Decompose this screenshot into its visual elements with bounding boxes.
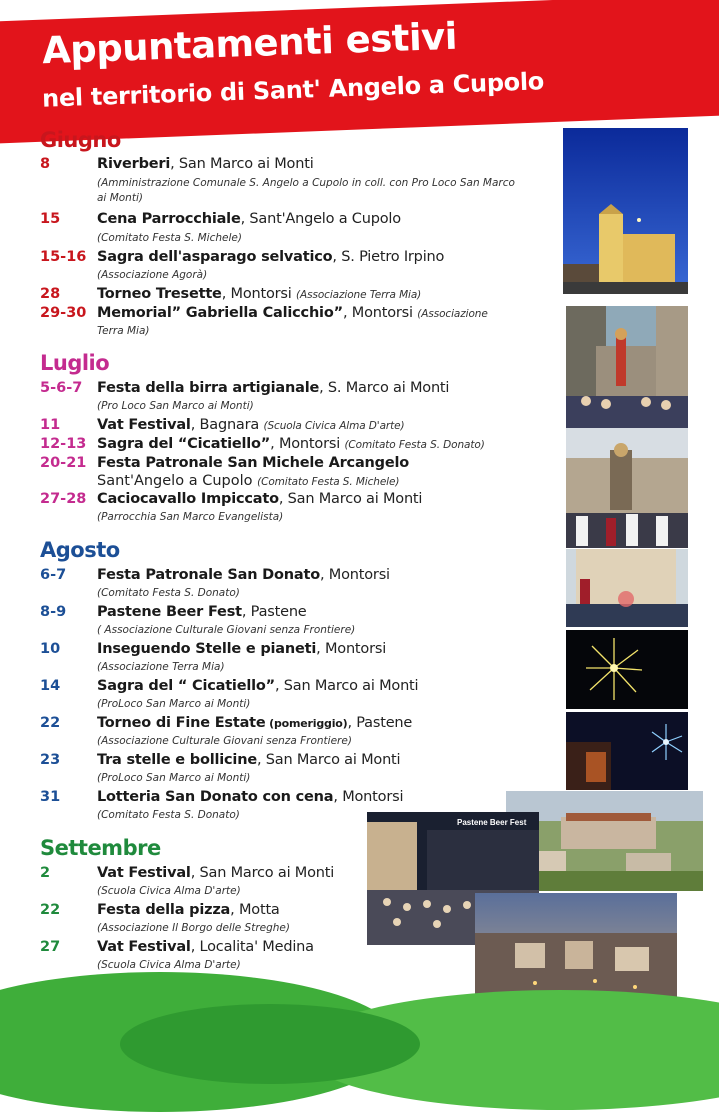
event-place: , Motta [230, 902, 280, 918]
event-date: 5-6-7 [40, 380, 83, 396]
event-time-note: (pomeriggio) [265, 717, 348, 730]
event-date: 10 [40, 641, 61, 657]
event-organizer: (ProLoco San Marco ai Monti) [97, 698, 251, 710]
event-name: Vat Festival [97, 865, 191, 881]
event-organizer: (Comitato Festa S. Donato) [97, 809, 240, 821]
event-place: , Montorsi [342, 305, 418, 321]
event-name: Inseguendo Stelle e pianeti [97, 641, 317, 657]
event-place: Sant'Angelo a Cupolo [97, 473, 258, 489]
event-organizer: (Associazione Culturale Giovani senza Frontiere) [97, 735, 352, 747]
event-name: Festa Patronale San Michele Arcangelo [97, 455, 409, 471]
event-place: , Montorsi [319, 567, 390, 583]
event-name: Torneo Tresette [97, 286, 222, 302]
event-date: 27-28 [40, 491, 87, 507]
event-name: Lotteria San Donato con cena [97, 789, 334, 805]
event-name: Sagra del “Cicatiello” [97, 436, 271, 452]
event-date: 8-9 [40, 604, 67, 620]
event-date: 15-16 [40, 249, 87, 265]
event-name: Riverberi [97, 156, 171, 172]
event-organizer: (Comitato Festa S. Michele) [257, 476, 400, 488]
event-organizer: (ProLoco San Marco ai Monti) [97, 772, 251, 784]
event-place: , S. Marco ai Monti [319, 380, 450, 396]
church-evening-photo [566, 549, 688, 627]
event-date: 22 [40, 902, 61, 918]
event-place: , Montorsi [316, 641, 387, 657]
event-place: , San Marco ai Monti [256, 752, 401, 768]
event-place: , Sant'Angelo a Cupolo [240, 211, 401, 227]
event-organizer: (Associazione Terra Mia) [296, 289, 422, 301]
event-date: 27 [40, 939, 61, 955]
statue-procession-photo [566, 428, 688, 548]
event-place: , San Marco ai Monti [274, 678, 419, 694]
month-heading-luglio: Luglio [40, 351, 110, 375]
page-subtitle: nel territorio di Sant' Angelo a Cupolo [41, 67, 545, 113]
green-hill-front [120, 1004, 420, 1084]
event-name: Tra stelle e bollicine [97, 752, 257, 768]
page-title: Appuntamenti estivi [41, 14, 458, 73]
event-date: 31 [40, 789, 61, 805]
event-organizer: (Comitato Festa S. Donato) [97, 587, 240, 599]
event-name: Caciocavallo Impiccato [97, 491, 279, 507]
event-date: 29-30 [40, 305, 87, 321]
beer-fest-caption: Pastene Beer Fest [457, 818, 527, 827]
event-date: 15 [40, 211, 61, 227]
event-organizer: (Parrocchia San Marco Evangelista) [97, 511, 284, 523]
event-name: Vat Festival [97, 417, 191, 433]
event-organizer: (Associazione Il Borgo delle Streghe) [97, 922, 290, 934]
event-date: 28 [40, 286, 61, 302]
event-date: 2 [40, 865, 51, 881]
event-name: Vat Festival [97, 939, 191, 955]
event-organizer: ( Associazione Culturale Giovani senza Frontiere) [97, 624, 356, 636]
event-organizer: (Scuola Civica Alma D'arte) [263, 420, 405, 432]
event-organizer: (Associazione Agorà) [97, 269, 208, 281]
event-name: Sagra dell'asparago selvatico [97, 249, 333, 265]
event-place: , San Marco ai Monti [170, 156, 314, 172]
event-date: 8 [40, 156, 51, 172]
event-organizer: (Scuola Civica Alma D'arte) [97, 885, 241, 897]
month-heading-settembre: Settembre [40, 836, 161, 860]
event-name: Festa della pizza [97, 902, 231, 918]
event-organizer: (Comitato Festa S. Michele) [97, 232, 242, 244]
event-place: , Pastene [241, 604, 307, 620]
event-date: 11 [40, 417, 61, 433]
event-place: , Montorsi [221, 286, 297, 302]
event-organizer-cont: ai Monti) [97, 192, 143, 204]
event-date: 22 [40, 715, 61, 731]
event-place: , San Marco ai Monti [278, 491, 423, 507]
event-name: Torneo di Fine Estate [97, 715, 266, 731]
event-organizer: (Pro Loco San Marco ai Monti) [97, 400, 254, 412]
event-organizer: (Associazione Terra Mia) [97, 661, 225, 673]
event-place: , Montorsi [270, 436, 345, 452]
event-place: , San Marco ai Monti [190, 865, 335, 881]
month-heading-giugno: Giugno [40, 128, 121, 152]
month-heading-agosto: Agosto [40, 538, 120, 562]
event-name: Festa Patronale San Donato [97, 567, 320, 583]
event-name: Cena Parrocchiale [97, 211, 241, 227]
event-name: Sagra del “ Cicatiello” [97, 678, 275, 694]
event-date: 23 [40, 752, 61, 768]
event-date: 6-7 [40, 567, 67, 583]
event-name: Festa della birra artigianale [97, 380, 320, 396]
procession-photo [566, 306, 688, 428]
event-organizer: (Associazione [417, 308, 488, 320]
event-organizer: (Comitato Festa S. Donato) [344, 439, 485, 451]
event-organizer: (Amministrazione Comunale S. Angelo a Cupolo in coll. con Pro Loco San Marco [97, 177, 515, 189]
event-place: , Bagnara [190, 417, 264, 433]
event-date: 20-21 [40, 455, 87, 471]
fireworks-photo [566, 630, 688, 709]
event-name: Memorial” Gabriella Calicchio” [97, 305, 343, 321]
event-place: , S. Pietro Irpino [332, 249, 445, 265]
night-fireworks-town-photo [566, 712, 688, 790]
event-organizer: (Scuola Civica Alma D'arte) [97, 959, 241, 971]
event-organizer-cont: Terra Mia) [97, 325, 150, 337]
church-night-photo [563, 128, 688, 294]
event-place: , Pastene [347, 715, 413, 731]
event-name: Pastene Beer Fest [97, 604, 242, 620]
event-date: 12-13 [40, 436, 87, 452]
event-place: , Localita' Medina [190, 939, 314, 955]
event-place: , Montorsi [333, 789, 404, 805]
event-date: 14 [40, 678, 61, 694]
